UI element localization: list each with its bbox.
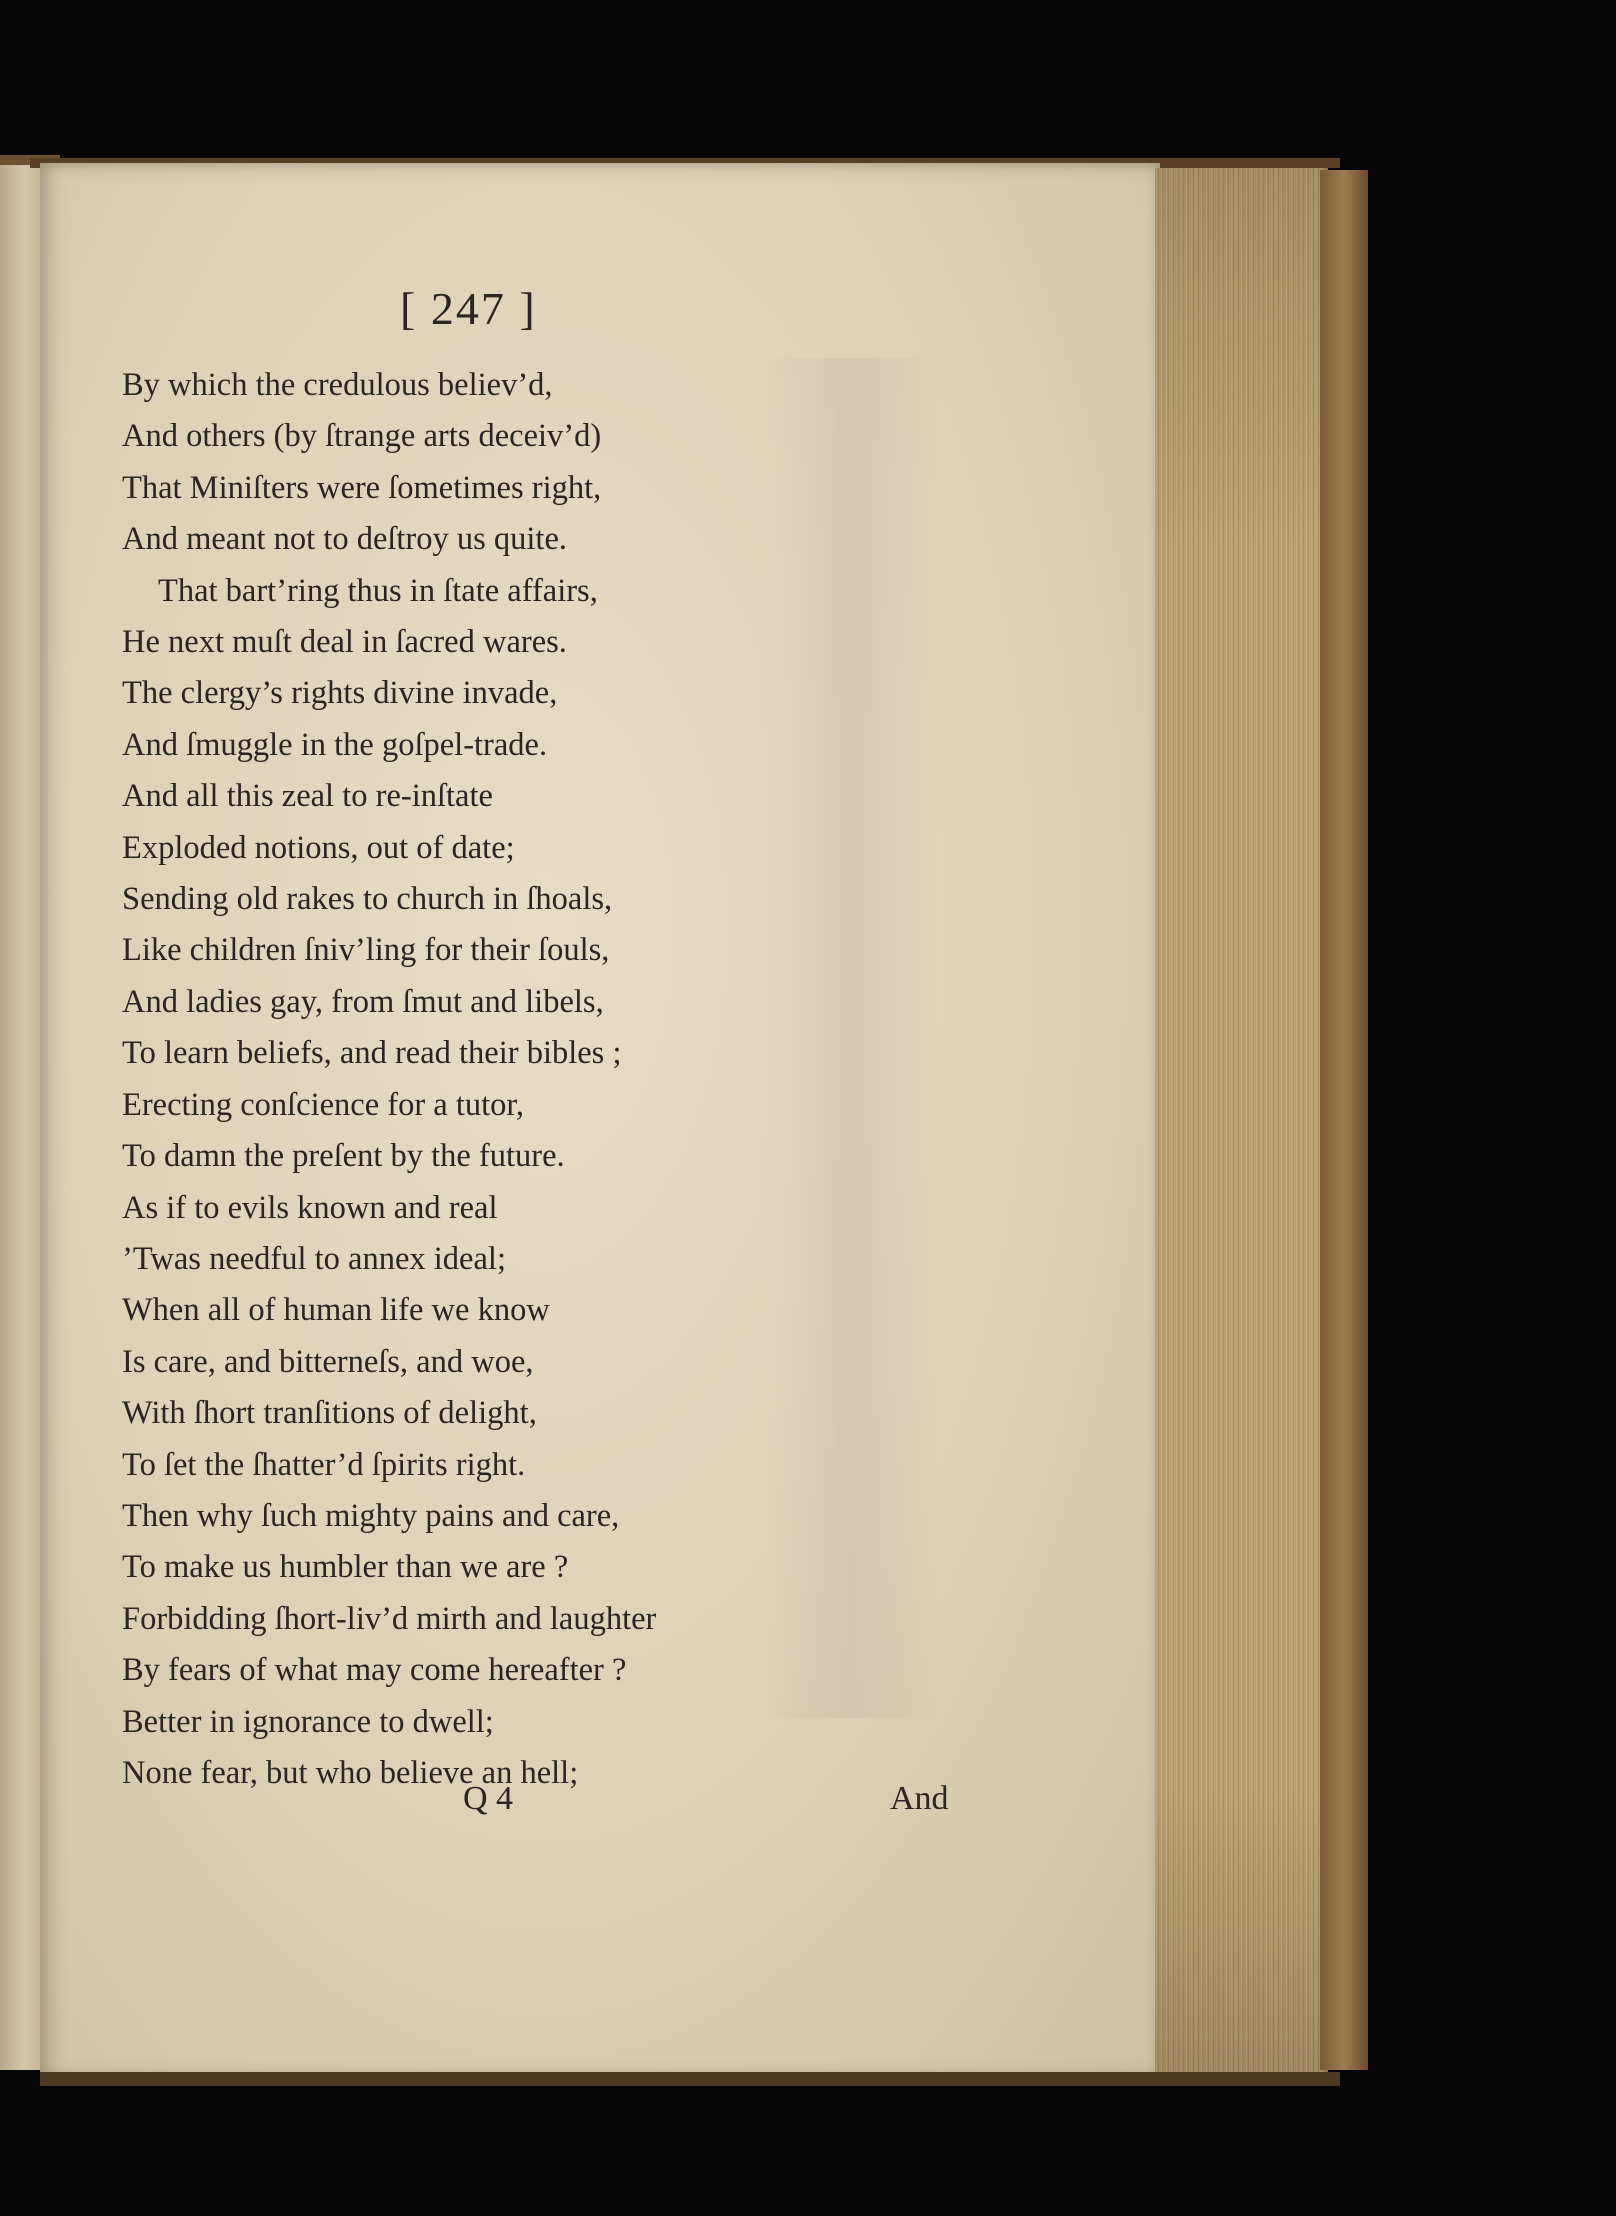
verse-line: That Miniſters were ſometimes right, [122, 469, 602, 506]
verse-line: And ſmuggle in the goſpel-trade. [122, 726, 548, 763]
verse-line: When all of human life we know [122, 1292, 550, 1329]
verse-line: And meant not to deſtroy us quite. [122, 521, 568, 558]
catchword: And [890, 1780, 949, 1817]
verse-line: To ſet the ſhatter’d ſpirits right. [122, 1446, 526, 1483]
verse-line: Is care, and bitterneſs, and woe, [122, 1343, 534, 1380]
verse-line: With ſhort tranſitions of delight, [122, 1395, 537, 1432]
facing-page-edge [0, 165, 42, 2070]
verse-line: To learn beliefs, and read their bibles ; [122, 1035, 622, 1072]
verse-line: Exploded notions, out of date; [122, 829, 515, 866]
verse-line: That bart’ring thus in ſtate affairs, [158, 572, 598, 609]
verse-line: As if to evils known and real [122, 1189, 498, 1226]
verse-block [122, 360, 842, 1799]
verse-line: None fear, but who believe an hell; [122, 1754, 579, 1791]
verse-line: And all this zeal to re-inſtate [122, 778, 493, 815]
verse-line: Erecting conſcience for a tutor, [122, 1086, 525, 1123]
page-edges-shade [1155, 168, 1325, 2073]
verse-line: Like children ſniv’ling for their ſouls, [122, 932, 610, 969]
verse-line: And others (by ſtrange arts deceiv’d) [122, 418, 602, 455]
verse-line: Sending old rakes to church in ſhoals, [122, 881, 613, 918]
verse-line: To make us humbler than we are ? [122, 1549, 569, 1586]
verse-line: The clergy’s rights divine invade, [122, 675, 558, 712]
cover-edge [1320, 170, 1368, 2070]
verse-line: He next muſt deal in ſacred wares. [122, 624, 567, 661]
bottom-board [40, 2072, 1340, 2086]
signature-mark: Q 4 [463, 1780, 514, 1817]
verse-line: To damn the preſent by the future. [122, 1138, 565, 1175]
verse-line: By fears of what may come hereafter ? [122, 1652, 627, 1689]
verse-line: ’Twas needful to annex ideal; [122, 1240, 506, 1277]
verse-line: Then why ſuch mighty pains and care, [122, 1497, 620, 1534]
verse-line: And ladies gay, from ſmut and libels, [122, 983, 604, 1020]
verse-line: Forbidding ſhort-liv’d mirth and laughter [122, 1600, 657, 1637]
verse-line: By which the credulous believ’d, [122, 367, 553, 403]
page-number-header: [ 247 ] [400, 283, 537, 334]
verse-line: Better in ignorance to dwell; [122, 1703, 494, 1740]
